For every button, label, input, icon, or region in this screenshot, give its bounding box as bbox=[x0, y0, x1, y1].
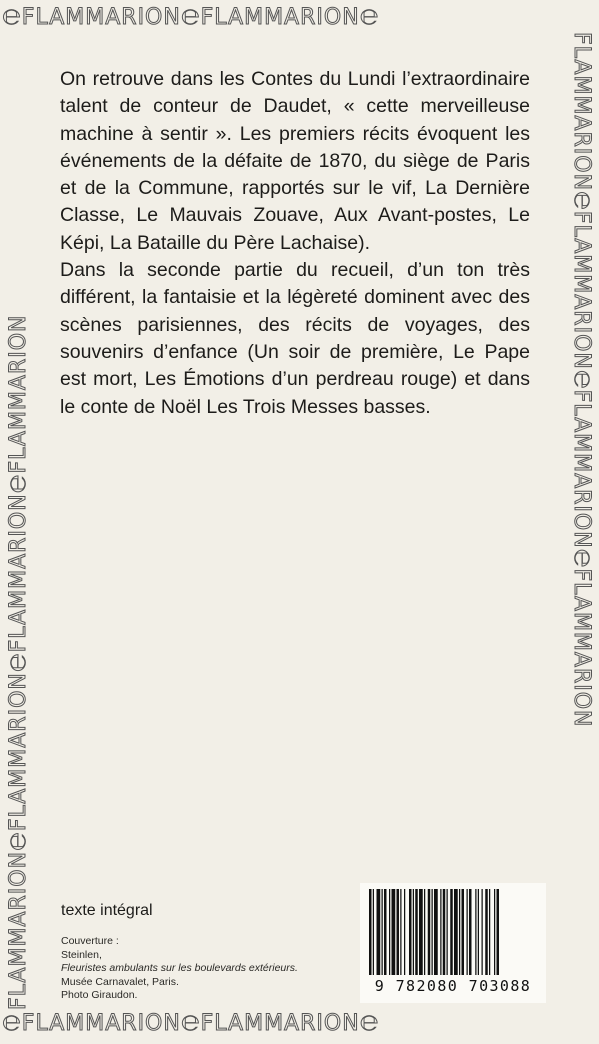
barcode-bar bbox=[462, 889, 465, 975]
barcode-bar bbox=[404, 889, 405, 975]
right-brand-border: FLAMMARION℮FLAMMARION℮FLAMMARION℮FLAMMARION bbox=[569, 32, 594, 728]
blurb bbox=[60, 66, 530, 421]
barcode-bar bbox=[413, 889, 414, 975]
integral-text-label: texte intégral bbox=[61, 902, 153, 919]
barcode-bar bbox=[459, 889, 460, 975]
barcode-bar bbox=[489, 889, 490, 975]
blurb-text: . bbox=[425, 395, 431, 418]
barcode-bar bbox=[447, 889, 448, 975]
barcode-bar bbox=[434, 889, 438, 975]
barcode-bar bbox=[409, 889, 412, 975]
barcode-bar bbox=[478, 889, 479, 975]
barcode-bar bbox=[377, 889, 381, 975]
barcode-bar bbox=[424, 889, 425, 975]
story-titles: La Dernière Classe, Le Mauvais Zouave, Aux Avant-postes, Le Képi, La Bataille du Père Lachaise bbox=[60, 177, 530, 254]
story-title: Les Trois Messes basses bbox=[206, 395, 426, 418]
barcode-bar bbox=[450, 889, 453, 975]
blurb-paragraph-2 bbox=[60, 257, 530, 421]
blurb-paragraph-1 bbox=[60, 66, 530, 257]
barcode-bars bbox=[367, 889, 539, 975]
barcode-bar bbox=[443, 889, 446, 975]
credits-line: Photo Giraudon. bbox=[61, 989, 138, 1001]
blurb-text: l’extraordinaire talent de conteur de Daudet, « cette merveilleuse machine à sentir ». Les premiers récits évoquent les événements de la défaite de 1870, du siège de Paris et de la Commune, rapportés sur le vif, bbox=[60, 68, 531, 200]
barcode-bar bbox=[432, 889, 433, 975]
barcode-bar bbox=[419, 889, 423, 975]
barcode-bar bbox=[392, 889, 396, 975]
barcode-bar bbox=[428, 889, 431, 975]
left-brand-border: FLAMMARION℮FLAMMARION℮FLAMMARION℮FLAMMARION bbox=[6, 314, 31, 1010]
barcode-bar bbox=[454, 889, 458, 975]
credits-line: Couverture : bbox=[61, 935, 119, 947]
barcode-bar bbox=[469, 889, 472, 975]
barcode-bar bbox=[382, 889, 383, 975]
barcode bbox=[360, 883, 546, 1003]
blurb-text: ) et dans le conte de Noël bbox=[60, 368, 530, 418]
credits-line: Fleuristes ambulants sur les boulevards extérieurs. bbox=[61, 962, 298, 974]
barcode-bar bbox=[482, 889, 483, 975]
barcode-bar bbox=[384, 889, 387, 975]
credits-line: Steinlen, bbox=[61, 948, 102, 961]
barcode-bar bbox=[373, 889, 374, 975]
barcode-bar bbox=[389, 889, 390, 975]
blurb-text: Dans la seconde partie du recueil, d’un ton très différent, la fantaisie et la légèreté dominent avec des scènes parisiennes, des récits de voyages, des souvenirs d’enfance ( bbox=[60, 259, 530, 363]
barcode-bar bbox=[497, 889, 500, 975]
barcode-bar bbox=[494, 889, 495, 975]
barcode-bar bbox=[397, 889, 400, 975]
credits-line: Musée Carnavalet, Paris. bbox=[61, 975, 179, 988]
work-title: Contes du Lundi bbox=[251, 68, 396, 90]
barcode-bar bbox=[400, 889, 401, 975]
top-brand-border: ℮FLAMMARION℮FLAMMARION℮ bbox=[2, 5, 380, 30]
story-titles: Un soir de première, Le Pape est mort, Les Émotions d’un perdreau rouge bbox=[60, 340, 530, 391]
blurb-text: ). bbox=[358, 231, 371, 254]
bottom-brand-border: ℮FLAMMARION℮FLAMMARION℮ bbox=[2, 1011, 380, 1036]
barcode-bar bbox=[415, 889, 418, 975]
barcode-bar bbox=[485, 889, 488, 975]
barcode-bar bbox=[467, 889, 468, 975]
barcode-bar bbox=[475, 889, 476, 975]
isbn-digits: 9 782080 703088 bbox=[374, 977, 532, 995]
barcode-bar bbox=[440, 889, 441, 975]
cover-credits bbox=[61, 935, 298, 1003]
barcode-bar bbox=[369, 889, 372, 975]
blurb-text: On retrouve dans les bbox=[60, 68, 252, 90]
